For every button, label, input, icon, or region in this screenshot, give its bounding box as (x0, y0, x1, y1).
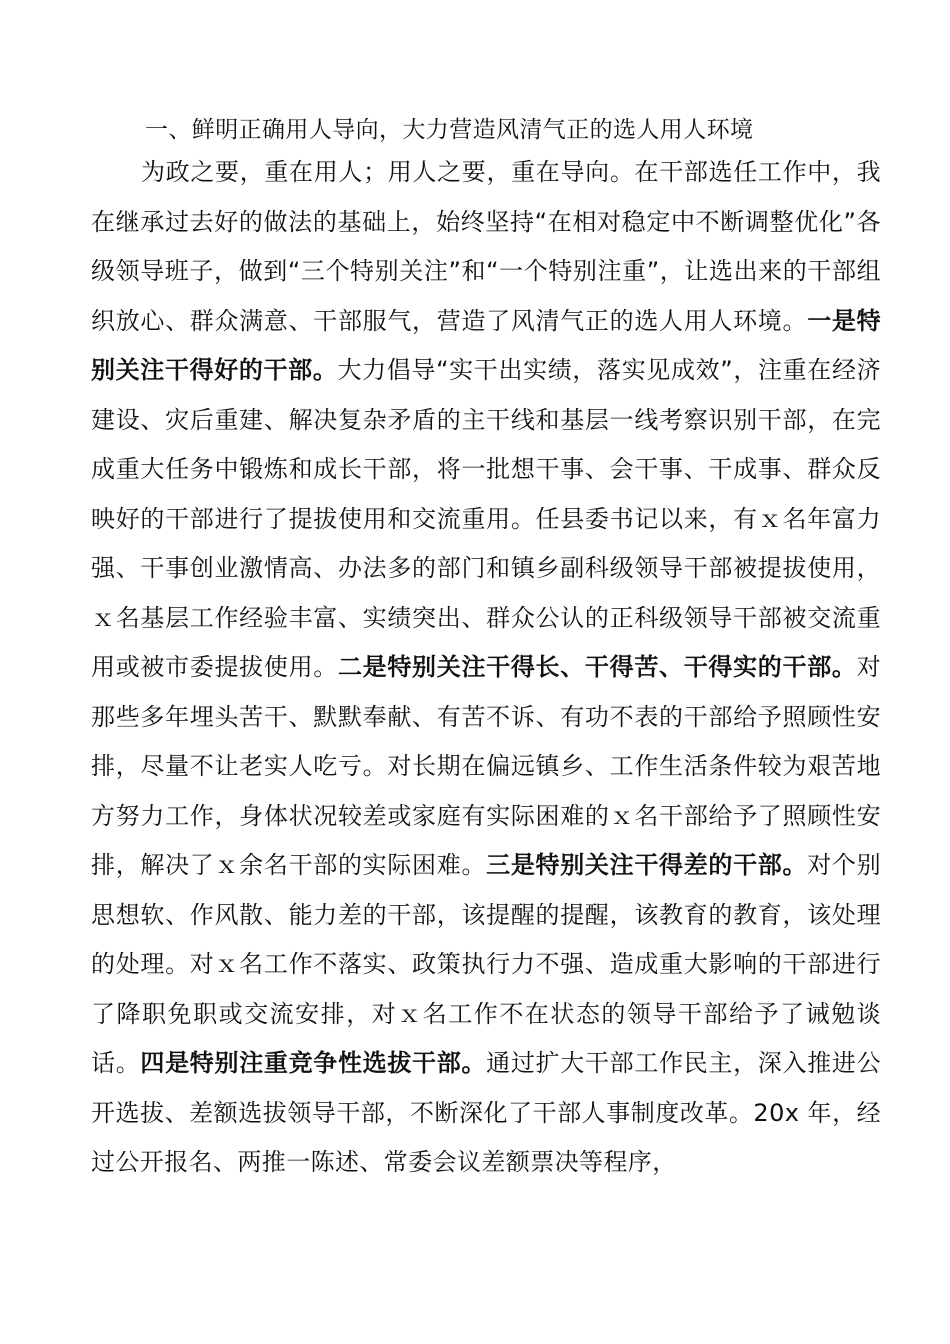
point-2-text: 对那些多年埋头苦干、默默奉献、有苦不诉、有功不表的干部给予照顾性安排，尽量不让老实人吃亏。对长期在偏远镇乡、工作生活条件较为艰苦地方努力工作，身体状况较差或家庭有实际困难的ｘ名干部给予了照顾性安排，解决了ｘ余名干部的实际困难。 (91, 653, 881, 879)
point-4-text: 通过扩大干部工作民主，深入推进公开选拔、差额选拔领导干部，不断深化了干部人事制度改革。20x 年，经过公开报名、两推一陈述、常委会议差额票决等程序， (91, 1049, 881, 1176)
point-1-text: 大力倡导“实干出实绩，落实见成效”，注重在经济建设、灾后重建、解决复杂矛盾的主干线和基层一线考察识别干部，在完成重大任务中锻炼和成长干部，将一批想干事、会干事、干成事、群众反映好的干部进行了提拔使用和交流重用。任县委书记以来，有ｘ名年富力强、干事创业激情高、办法多的部门和镇乡副科级领导干部被提拔使用，ｘ名基层工作经验丰富、实绩突出、群众公认的正科级领导干部被交流重用或被市委提拔使用。 (91, 356, 881, 681)
section-heading: 一、鲜明正确用人导向，大力营造风清气正的选人用人环境 (145, 117, 754, 143)
point-3-title: 三是特别关注干得差的干部。 (486, 851, 808, 879)
point-4-title: 四是特别注重竞争性选拔干部。 (140, 1049, 487, 1077)
body-paragraph (91, 148, 881, 1188)
intro-text: 为政之要，重在用人；用人之要，重在导向。在干部选任工作中，我在继承过去好的做法的基础上，始终坚持“在相对稳定中不断调整优化”各级领导班子，做到“三个特别关注”和“一个特别注重”，让选出来的干部组织放心、群众满意、干部服气，营造了风清气正的选人用人环境。 (91, 158, 881, 335)
document-page (91, 112, 881, 1188)
point-3-text: 对个别思想软、作风散、能力差的干部，该提醒的提醒，该教育的教育，该处理的处理。对ｘ名工作不落实、政策执行力不强、造成重大影响的干部进行了降职免职或交流安排，对ｘ名工作不在状态的领导干部给予了诫勉谈话。 (91, 851, 881, 1077)
point-1-title: 一是特别关注干得好的干部。 (91, 306, 881, 384)
point-2-title: 二是特别关注干得长、干得苦、干得实的干部。 (337, 653, 857, 681)
